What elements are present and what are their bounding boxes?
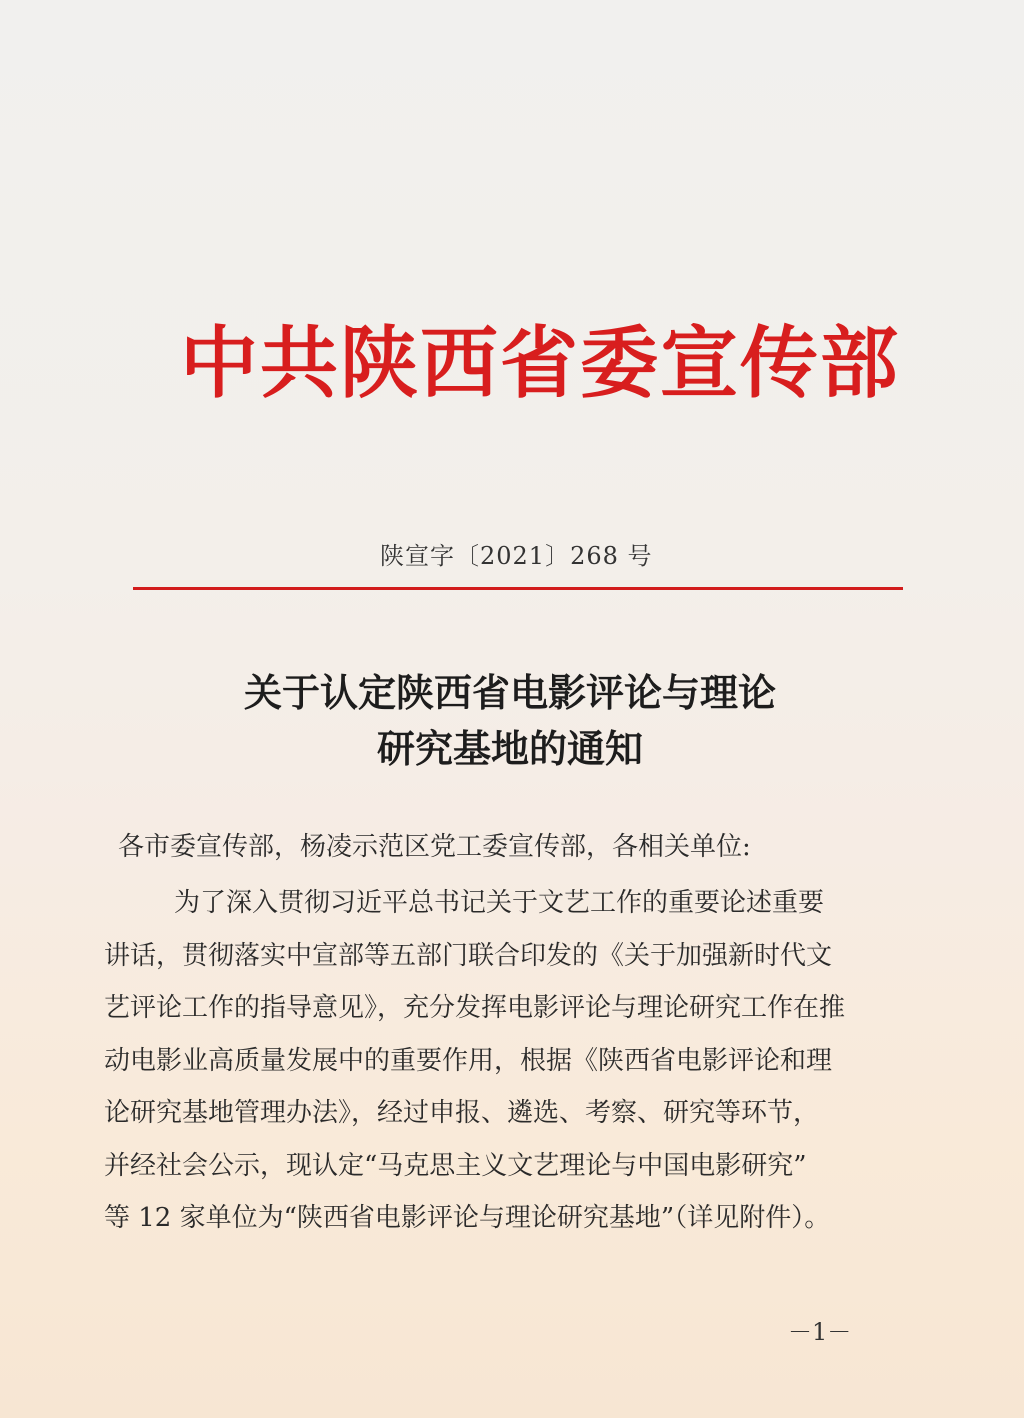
body-line: 为了深入贯彻习近平总书记关于文艺工作的重要论述重要 — [174, 888, 825, 918]
notice-title-line-1: 关于认定陕西省电影评论与理论 — [243, 671, 776, 715]
body-line: 讲话，贯彻落实中宣部等五部门联合印发的《关于加强新时代文 — [104, 940, 833, 971]
body-line: 并经社会公示，现认定“马克思主义文艺理论与中国电影研究” — [104, 1150, 807, 1181]
body-line: 论研究基地管理办法》，经过申报、遴选、考察、研究等环节， — [104, 1098, 820, 1128]
notice-title-line-2: 研究基地的通知 — [376, 727, 643, 771]
salutation: 各市委宣传部，杨凌示范区党工委宣传部，各相关单位: — [118, 832, 751, 862]
body-paragraph — [104, 877, 894, 1245]
body-line: 动电影业高质量发展中的重要作用，根据《陕西省电影评论和理 — [104, 1045, 833, 1076]
organization-header: 中共陕西省委宣传部 — [180, 319, 901, 409]
notice-title — [130, 665, 890, 777]
body-line: 艺评论工作的指导意见》，充分发挥电影评论与理论研究工作在推 — [104, 993, 846, 1023]
body-line: 等 12 家单位为“陕西省电影评论与理论研究基地”（详见附件）。 — [104, 1203, 831, 1233]
document-number: 陕宣字〔2021〕268 号 — [380, 542, 653, 570]
page-number: －1－ — [788, 1318, 852, 1346]
red-divider-line — [133, 587, 903, 590]
